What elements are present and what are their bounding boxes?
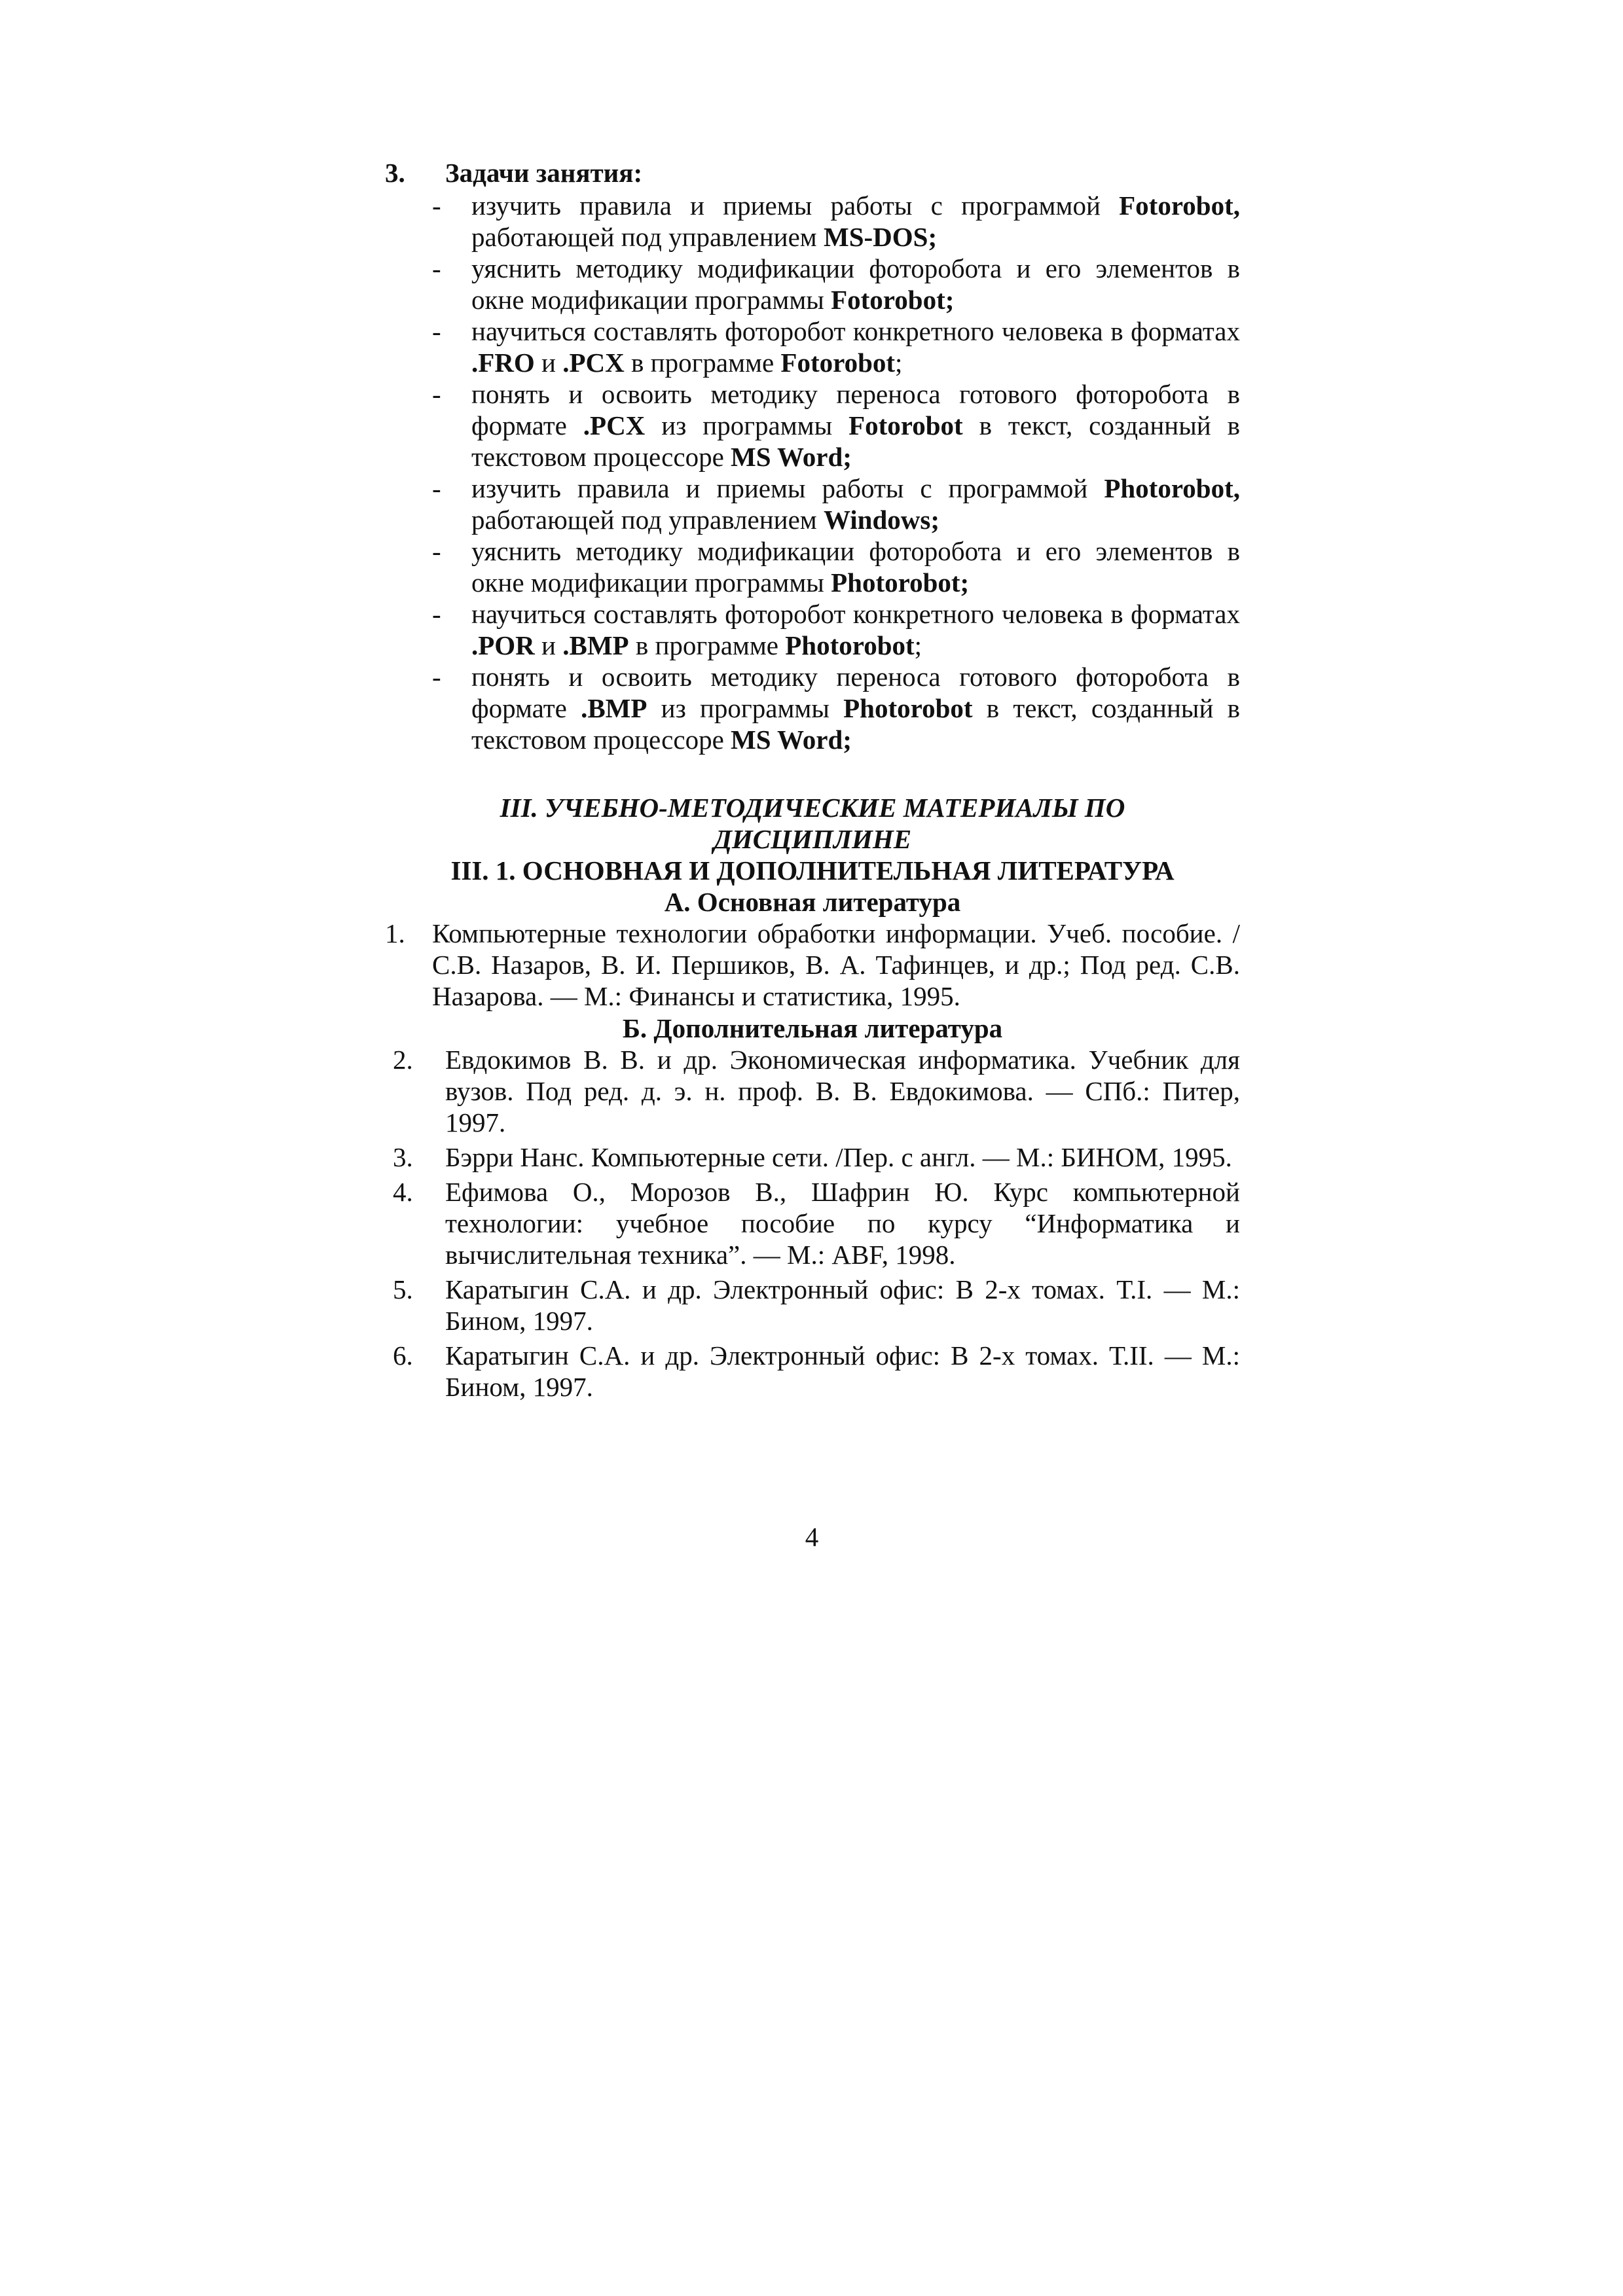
task-item: - понять и освоить методику переноса готового фоторобота в формате .PCX из программы Fotorobot в текст, созданный в текстовом процессоре MS Word; — [432, 379, 1240, 472]
materials-title-line2: ДИСЦИПЛИНЕ — [713, 824, 912, 854]
task-item: - научиться составлять фоторобот конкретного человека в форматах .POR и .BMP в программе Photorobot; — [432, 599, 1240, 660]
main-literature-heading: А. Основная литература — [664, 887, 961, 917]
extra-literature-list — [385, 1044, 1240, 1406]
materials-title-line1: III. УЧЕБНО-МЕТОДИЧЕСКИЕ МАТЕРИАЛЫ ПО — [500, 793, 1125, 823]
literature-item: 5. Каратыгин С.А. и др. Электронный офис: В 2-х томах. Т.I. — М.: Бином, 1997. — [393, 1274, 1240, 1336]
literature-item: 1. Компьютерные технологии обработки информации. Учеб. пособие. /С.В. Назаров, В. И. Першиков, В. А. Тафинцев, и др.; Под ред. С.В. Назарова. — М.: Финансы и статистика, 1995. — [385, 918, 1240, 1011]
extra-literature-heading: Б. Дополнительная литература — [622, 1013, 1003, 1043]
literature-item: 2. Евдокимов В. В. и др. Экономическая информатика. Учебник для вузов. Под ред. д. э. н. проф. В. В. Евдокимова. — СПб.: Питер, 1997. — [393, 1045, 1240, 1138]
literature-item: 4. Ефимова О., Морозов В., Шафрин Ю. Курс компьютерной технологии: учебное пособие по курсу “Информатика и вычислительная техника”. — М.: ABF, 1998. — [393, 1177, 1240, 1270]
tasks-section-title: Задачи занятия: — [445, 158, 643, 188]
main-literature-list — [385, 918, 1240, 1012]
task-item: - научиться составлять фоторобот конкретного человека в форматах .FRO и .PCX в программе Fotorobot; — [432, 316, 1240, 378]
task-item: - изучить правила и приемы работы с программой Fotorobot, работающей под управлением MS-DOS; — [432, 190, 1240, 252]
task-item: - уяснить методику модификации фоторобота и его элементов в окне модификации программы Photorobot; — [432, 536, 1240, 598]
literature-item: 3. Бэрри Нанс. Компьютерные сети. /Пер. с англ. — М.: БИНОМ, 1995. — [393, 1142, 1232, 1172]
task-item: - изучить правила и приемы работы с программой Photorobot, работающей под управлением Windows; — [432, 473, 1240, 535]
tasks-heading — [385, 157, 642, 188]
page-number: 4 — [805, 1522, 819, 1552]
task-item: - уяснить методику модификации фоторобота и его элементов в окне модификации программы Fotorobot; — [432, 253, 1240, 315]
materials-section-title — [385, 792, 1240, 855]
tasks-section-number: 3. — [385, 158, 405, 188]
tasks-list — [432, 190, 1240, 755]
literature-item: 6. Каратыгин С.А. и др. Электронный офис: В 2-х томах. Т.II. — М.: Бином, 1997. — [393, 1340, 1240, 1402]
task-item: - понять и освоить методику переноса готового фоторобота в формате .BMP из программы Photorobot в текст, созданный в текстовом процессоре MS Word; — [432, 662, 1240, 755]
literature-subtitle: III. 1. ОСНОВНАЯ И ДОПОЛНИТЕЛЬНАЯ ЛИТЕРАТУРА — [450, 855, 1175, 886]
